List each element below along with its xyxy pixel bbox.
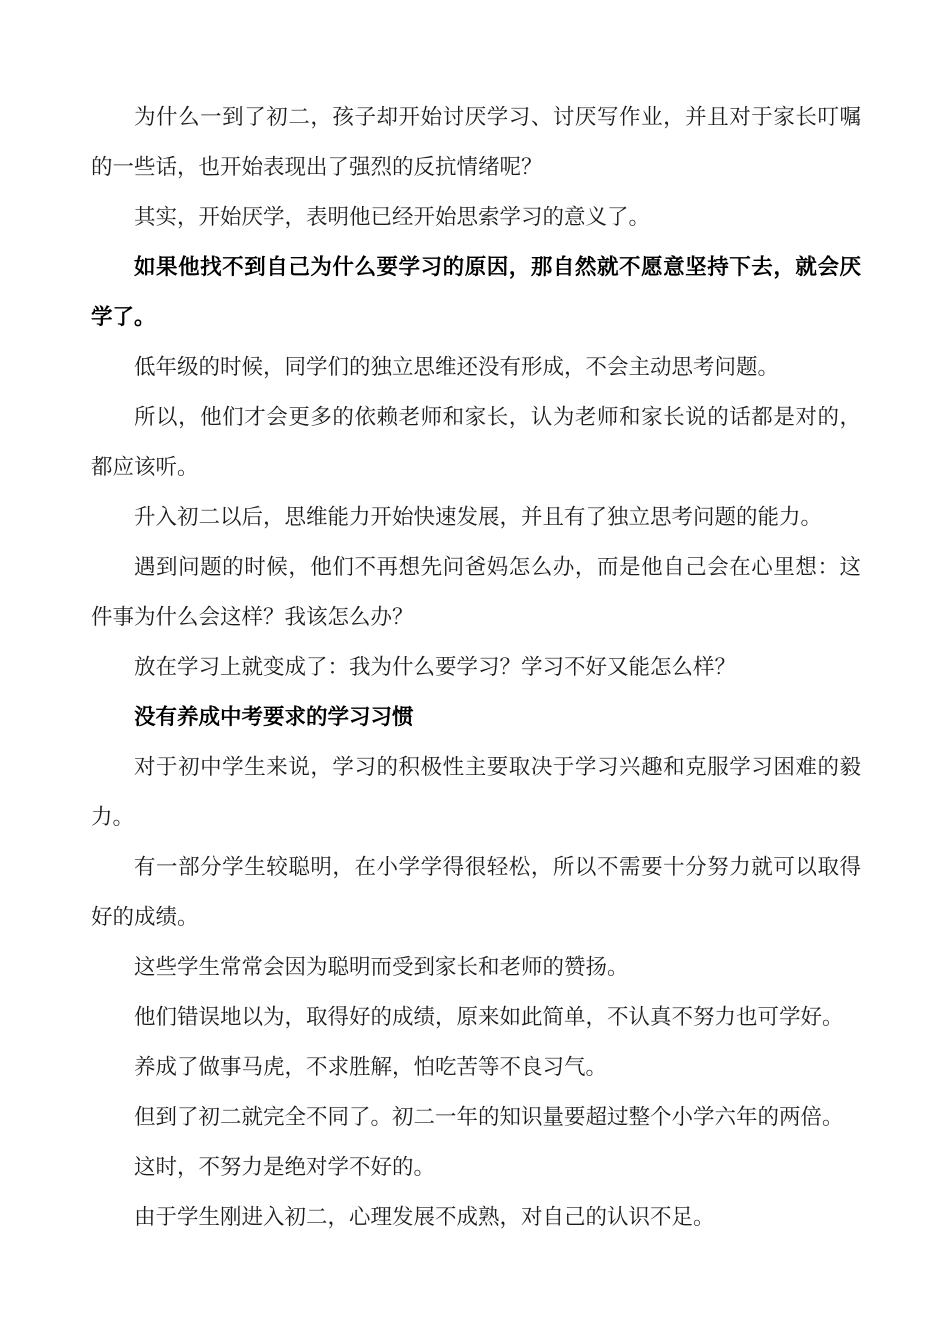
paragraph-11: 有一部分学生较聪明，在小学学得很轻松，所以不需要十分努力就可以取得好的成绩。	[91, 855, 861, 930]
section-heading: 没有养成中考要求的学习习惯	[134, 705, 414, 730]
paragraph-3-bold: 如果他找不到自己为什么要学习的原因，那自然就不愿意坚持下去，就会厌学了。	[91, 255, 861, 330]
paragraph-2: 其实，开始厌学，表明他已经开始思索学习的意义了。	[134, 205, 651, 230]
paragraph-17: 由于学生刚进入初二，心理发展不成熟，对自己的认识不足。	[134, 1205, 715, 1230]
paragraph-8: 放在学习上就变成了：我为什么要学习？学习不好又能怎么样？	[134, 655, 737, 680]
paragraph-13: 他们错误地以为，取得好的成绩，原来如此简单，不认真不努力也可学好。	[134, 1005, 844, 1030]
paragraph-5: 所以，他们才会更多的依赖老师和家长，认为老师和家长说的话都是对的，都应该听。	[91, 405, 861, 480]
paragraph-6: 升入初二以后，思维能力开始快速发展，并且有了独立思考问题的能力。	[134, 505, 823, 530]
paragraph-1: 为什么一到了初二，孩子却开始讨厌学习、讨厌写作业，并且对于家长叮嘱的一些话，也开始表现出了强烈的反抗情绪呢？	[91, 105, 861, 180]
paragraph-12: 这些学生常常会因为聪明而受到家长和老师的赞扬。	[134, 955, 629, 980]
paragraph-14: 养成了做事马虎，不求胜解，怕吃苦等不良习气。	[134, 1055, 608, 1080]
paragraph-15: 但到了初二就完全不同了。初二一年的知识量要超过整个小学六年的两倍。	[134, 1105, 844, 1130]
paragraph-16: 这时，不努力是绝对学不好的。	[134, 1155, 436, 1180]
paragraph-10: 对于初中学生来说，学习的积极性主要取决于学习兴趣和克服学习困难的毅力。	[91, 755, 861, 830]
paragraph-7: 遇到问题的时候，他们不再想先问爸妈怎么办，而是他自己会在心里想：这件事为什么会这样？我该怎么办？	[91, 555, 861, 630]
paragraph-4: 低年级的时候，同学们的独立思维还没有形成，不会主动思考问题。	[134, 355, 780, 380]
document-body	[91, 93, 861, 1243]
